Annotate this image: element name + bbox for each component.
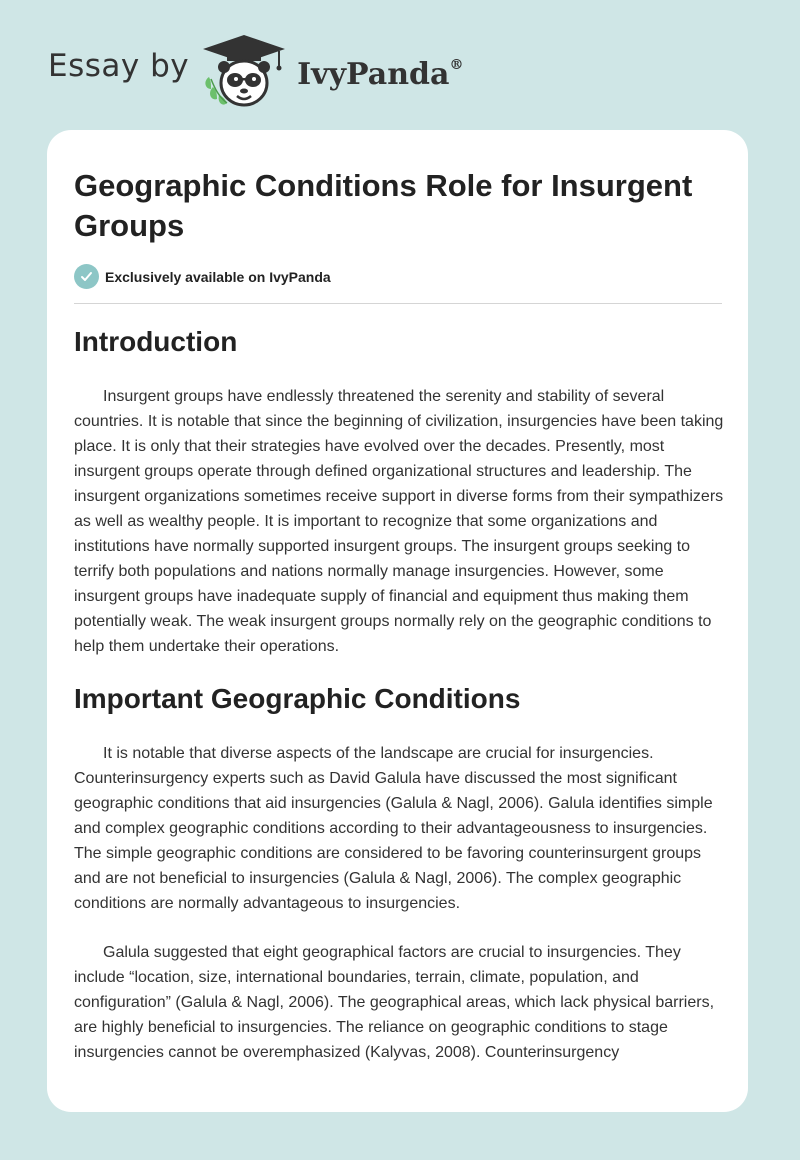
exclusive-label: Exclusively available on IvyPanda [105, 268, 331, 285]
check-circle-icon [74, 264, 99, 289]
paragraph: Galula suggested that eight geographical factors are crucial to insurgencies. They include “location, size, international boundaries, terrain, climate, population, and configuration” (Galula & Nagl, 2006). The geographical areas, which lack physical barriers, are highly beneficial to insurgencies. The reliance on geographic conditions to stage insurgencies cannot be overemphasized (Kalyvas, 2008). Counterinsurgency [74, 944, 715, 1061]
essay-body [74, 322, 726, 1089]
paragraph: Insurgent groups have endlessly threatened the serenity and stability of several countries. It is notable that since the beginning of civilization, insurgencies have been taking place. It is only that their strategies have evolved over the decades. Presently, most insurgent groups operate through defined organizational structures and leadership. The insurgent organizations sometimes receive support in diverse forms from their sympathizers as well as wealthy people. It is important to recognize that some organizations and institutions have normally supported insurgent groups. The insurgent groups seeking to terrify both populations and nations normally manage insurgencies. However, some insurgent groups have inadequate supply of financial and equipment thus making them potentially weak. The weak insurgent groups normally rely on the geographic conditions to help them undertake their operations. [74, 388, 724, 655]
brand-name[interactable] [297, 57, 463, 92]
section-heading-geographic-conditions: Important Geographic Conditions [74, 683, 521, 714]
essay-card [47, 130, 748, 1112]
brand-text: IvyPanda [297, 56, 450, 92]
divider [74, 303, 722, 304]
panda-graduate-icon[interactable] [199, 33, 289, 111]
checkmark-icon [80, 270, 93, 283]
site-header [48, 32, 463, 112]
essay-by-label: Essay by [48, 48, 190, 84]
exclusive-badge [74, 264, 331, 289]
registered-mark: ® [449, 56, 464, 73]
page-title: Geographic Conditions Role for Insurgent Groups [74, 168, 693, 243]
section-heading-introduction: Introduction [74, 326, 238, 357]
paragraph: It is notable that diverse aspects of the landscape are crucial for insurgencies. Counterinsurgency experts such as David Galula have discussed the most significant geographic conditions that aid insurgencies (Galula & Nagl, 2006). Galula identifies simple and complex geographic conditions according to their advantageousness to insurgencies. The simple geographic conditions are considered to be favoring counterinsurgent groups and are not beneficial to insurgencies (Galula & Nagl, 2006). The complex geographic conditions are normally advantageous to insurgencies. [74, 745, 713, 912]
